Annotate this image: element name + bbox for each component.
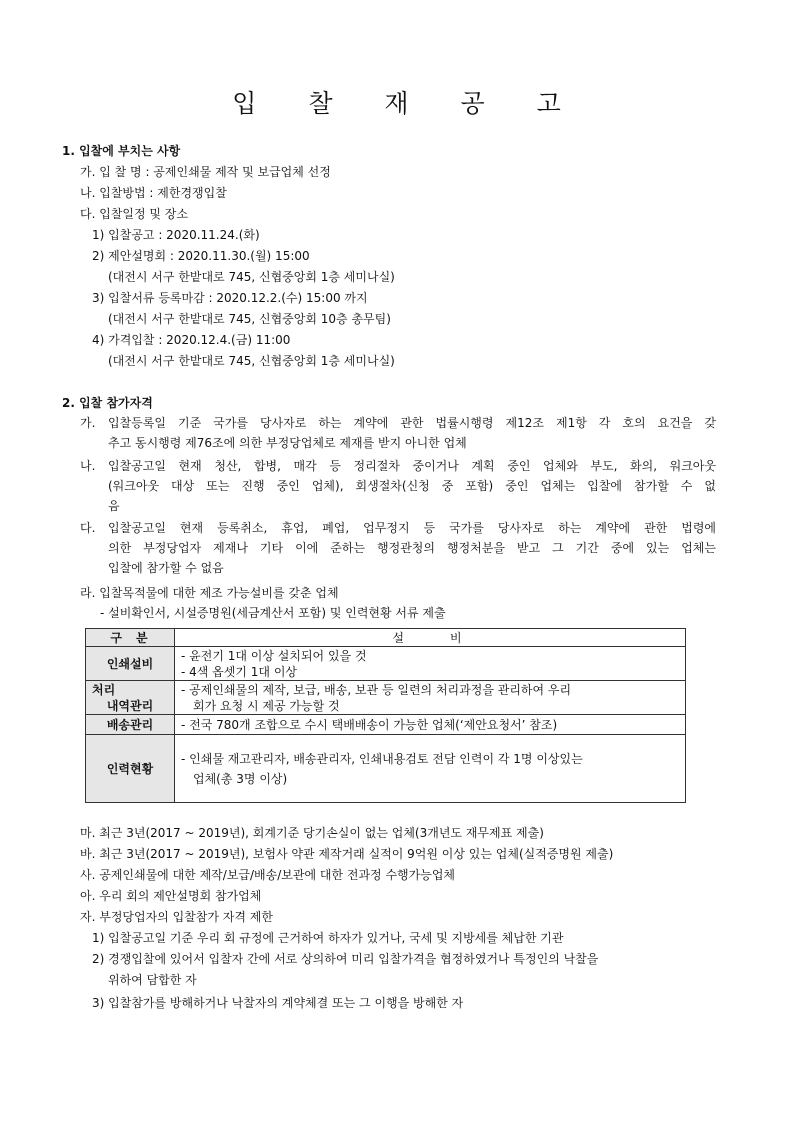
schedule-announcement: 1) 입찰공고 : 2020.11.24.(화) bbox=[92, 228, 260, 242]
table-row bbox=[86, 715, 686, 735]
row-line: - 윤전기 1대 이상 설치되어 있을 것 bbox=[181, 648, 367, 663]
restriction-3: 3) 입찰참가를 방해하거나 낙찰자의 계약체결 또는 그 이행을 방해한 자 bbox=[92, 996, 464, 1010]
qualification-ga bbox=[80, 413, 716, 453]
schedule-registration-deadline: 3) 입찰서류 등록마감 : 2020.12.2.(수) 15:00 까지 bbox=[92, 291, 368, 305]
qualification-ba: 바. 최근 3년(2017 ~ 2019년), 보험사 약관 제작거래 실적이 9억원 이상 있는 업체(실적증명원 제출) bbox=[80, 847, 614, 861]
equipment-table bbox=[85, 628, 686, 803]
qualification-ga-line: 추고 동시행령 제76조에 의한 부정당업체로 제재를 받지 아니한 업체 bbox=[108, 436, 467, 450]
qualification-da bbox=[80, 518, 716, 578]
row-category: 처리 bbox=[92, 682, 116, 697]
row-line: - 4색 옵셋기 1대 이상 bbox=[181, 664, 298, 679]
qualification-ga-line: 입찰등록일 기준 국가를 당사자로 하는 계약에 관한 법률시행령 제12조 제1항 각 호의 요건을 갖 bbox=[108, 416, 716, 430]
restriction-2: 2) 경쟁입찰에 있어서 입찰자 간에 서로 상의하여 미리 입찰가격을 협정하였거나 특정인의 낙찰을 bbox=[92, 952, 599, 966]
section-1-heading: 1. 입찰에 부치는 사항 bbox=[62, 144, 181, 158]
restriction-2-cont: 위하여 담합한 자 bbox=[108, 973, 197, 987]
header-equipment: 설비 bbox=[175, 629, 686, 647]
qualification-sa: 사. 공제인쇄물에 대한 제작/보급/배송/보관에 대한 전과정 수행가능업체 bbox=[80, 868, 456, 882]
document-title: 입 찰 재 공 고 bbox=[232, 89, 583, 118]
schedule-registration-location: (대전시 서구 한밭대로 745, 신협중앙회 10층 총무팀) bbox=[108, 312, 391, 326]
table-row bbox=[86, 735, 686, 803]
row-category: 인쇄설비 bbox=[86, 647, 175, 681]
qualification-da-line: 의한 부정당업자 제재나 기타 이에 준하는 행정관청의 행정처분을 받고 그 기간 중에 있는 업체는 bbox=[108, 541, 716, 555]
equipment-table-header bbox=[86, 629, 686, 647]
schedule-briefing-location: (대전시 서구 한밭대로 745, 신협중앙회 1층 세미나실) bbox=[108, 270, 395, 284]
table-row bbox=[86, 647, 686, 681]
row-category: 인력현황 bbox=[86, 735, 175, 803]
row-line: - 인쇄물 재고관리자, 배송관리자, 인쇄내용검토 전담 인력이 각 1명 이상있는 bbox=[181, 751, 583, 766]
table-row bbox=[86, 681, 686, 715]
qualification-da-line: 입찰공고일 현재 등록취소, 휴업, 폐업, 업무정지 등 국가를 당사자로 하는 계약에 관한 법령에 bbox=[108, 521, 716, 535]
qualification-ja: 자. 부정당업자의 입찰참가 자격 제한 bbox=[80, 910, 273, 924]
qualification-a: 아. 우리 회의 제안설명회 참가업체 bbox=[80, 889, 262, 903]
qualification-ga-marker: 가. bbox=[80, 416, 96, 430]
qualification-da-line: 입찰에 참가할 수 없음 bbox=[108, 561, 224, 575]
row-line: - 공제인쇄물의 제작, 보급, 배송, 보관 등 일련의 처리과정을 관리하여 우리 bbox=[181, 682, 572, 697]
row-line: 회가 요청 시 제공 가능할 것 bbox=[193, 698, 340, 713]
restriction-1: 1) 입찰공고일 기준 우리 회 규정에 근거하여 하자가 있거나, 국세 및 지방세를 체납한 기관 bbox=[92, 931, 564, 945]
schedule-price-bid-location: (대전시 서구 한밭대로 745, 신협중앙회 1층 세미나실) bbox=[108, 354, 395, 368]
qualification-na-line: (워크아웃 대상 또는 진행 중인 업체), 회생절차(신청 중 포함) 중인 업체는 입찰에 참가할 수 없 bbox=[108, 479, 716, 493]
section-1-item-na: 나. 입찰방법 : 제한경쟁입찰 bbox=[80, 186, 227, 200]
row-line: 업체(총 3명 이상) bbox=[193, 771, 288, 786]
header-category: 구분 bbox=[86, 629, 175, 647]
qualification-na-line: 입찰공고일 현재 청산, 합병, 매각 등 정리절차 중이거나 계획 중인 업체와 부도, 화의, 워크아웃 bbox=[108, 459, 716, 473]
qualification-ra-documents: - 설비확인서, 시설증명원(세금계산서 포함) 및 인력현황 서류 제출 bbox=[100, 606, 446, 620]
section-1-item-da: 다. 입찰일정 및 장소 bbox=[80, 207, 188, 221]
qualification-na-marker: 나. bbox=[80, 459, 96, 473]
section-1-item-ga: 가. 입 찰 명 : 공제인쇄물 제작 및 보급업체 선정 bbox=[80, 165, 331, 179]
schedule-price-bid: 4) 가격입찰 : 2020.12.4.(금) 11:00 bbox=[92, 333, 291, 347]
row-line: - 전국 780개 조합으로 수시 택배배송이 가능한 업체(‘제안요청서’ 참조) bbox=[181, 717, 558, 732]
schedule-briefing: 2) 제안설명회 : 2020.11.30.(월) 15:00 bbox=[92, 249, 310, 263]
qualification-na-line: 음 bbox=[108, 499, 120, 513]
row-category: 내역관리 bbox=[106, 698, 154, 713]
qualification-na bbox=[80, 456, 716, 516]
section-2-heading: 2. 입찰 참가자격 bbox=[62, 396, 153, 410]
qualification-ra: 라. 입찰목적물에 대한 제조 가능설비를 갖춘 업체 bbox=[80, 586, 339, 600]
row-category: 배송관리 bbox=[86, 715, 175, 735]
qualification-da-marker: 다. bbox=[80, 521, 96, 535]
qualification-ma: 마. 최근 3년(2017 ~ 2019년), 회계기준 당기손실이 없는 업체(3개년도 재무제표 제출) bbox=[80, 826, 544, 840]
